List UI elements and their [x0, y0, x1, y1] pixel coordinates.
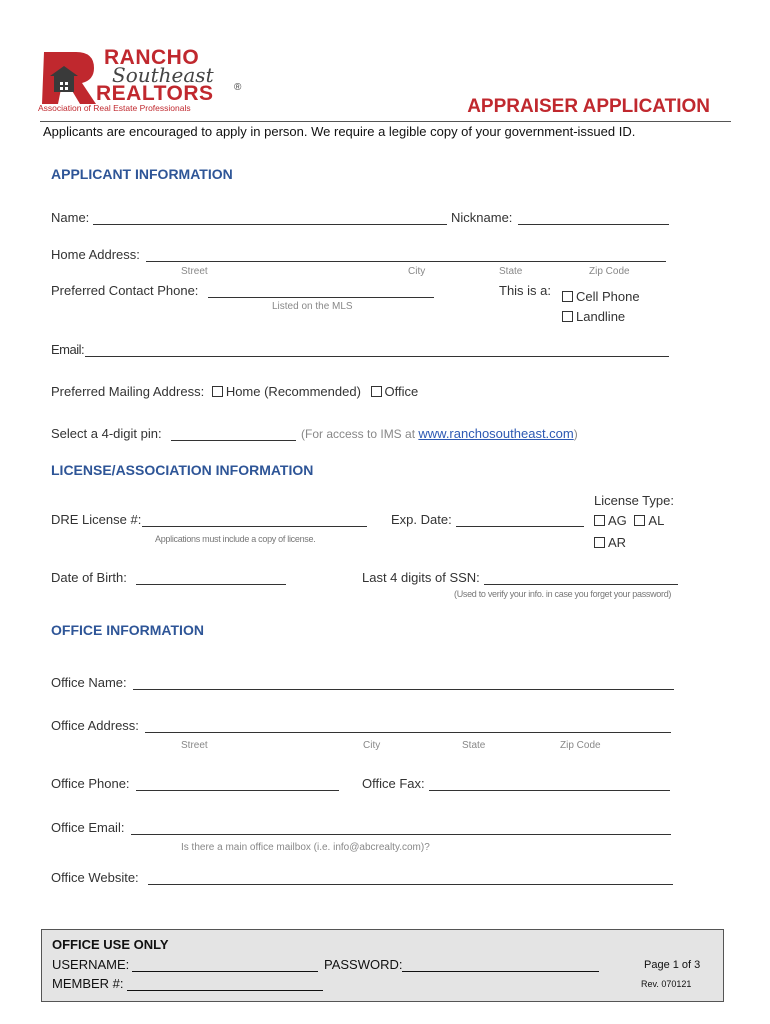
license-ar-row — [594, 535, 626, 550]
pin-hint-prefix: (For access to IMS at — [301, 427, 416, 441]
nickname-label: Nickname: — [451, 210, 513, 225]
license-type-label: License Type: — [594, 493, 674, 508]
home-address-label: Home Address: — [51, 247, 140, 262]
dre-license-field[interactable] — [142, 526, 367, 527]
logo-southeast: Southeast — [112, 63, 214, 87]
realtor-r-logo-icon — [38, 48, 100, 106]
logo-rancho: RANCHO — [104, 46, 200, 69]
office-city-hint: City — [363, 740, 381, 751]
page-number: Page 1 of 3 — [644, 959, 701, 971]
dre-license-hint: Applications must include a copy of license. — [155, 534, 316, 544]
office-use-heading: OFFICE USE ONLY — [52, 937, 169, 952]
logo-tagline: Association of Real Estate Professionals — [38, 103, 191, 113]
landline-text: Landline — [576, 309, 626, 324]
home-address-field[interactable] — [146, 261, 666, 262]
cell-phone-option[interactable] — [562, 289, 640, 304]
applicant-heading: APPLICANT INFORMATION — [51, 166, 233, 182]
password-field[interactable] — [402, 971, 599, 972]
mailing-office-text: Office — [384, 384, 419, 399]
ag-checkbox[interactable] — [594, 515, 605, 526]
ssn-field[interactable] — [484, 584, 678, 585]
office-address-label: Office Address: — [51, 718, 139, 733]
office-phone-label: Office Phone: — [51, 776, 130, 791]
pin-label: Select a 4-digit pin: — [51, 426, 162, 441]
phone-label: Preferred Contact Phone: — [51, 283, 199, 298]
office-street-hint: Street — [181, 740, 208, 751]
license-ag-al-row — [594, 513, 664, 528]
home-city-hint: City — [408, 266, 426, 277]
mailing-home-text: Home (Recommended) — [225, 384, 361, 399]
phone-field[interactable] — [208, 297, 434, 298]
username-label: USERNAME: — [52, 957, 130, 972]
home-zip-hint: Zip Code — [589, 266, 630, 277]
mailing-address-label: Preferred Mailing Address: — [51, 384, 205, 399]
office-website-field[interactable] — [148, 884, 673, 885]
member-field[interactable] — [127, 990, 323, 991]
dob-field[interactable] — [136, 584, 286, 585]
landline-checkbox[interactable] — [562, 311, 573, 322]
office-email-hint: Is there a main office mailbox (i.e. info@abcrealty.com)? — [181, 842, 430, 853]
title-rule — [40, 121, 731, 122]
email-label: Email: — [51, 342, 85, 357]
ag-text: AG — [608, 513, 627, 528]
this-is-a-label: This is a: — [499, 283, 552, 298]
website-link[interactable]: www.ranchosoutheast.com — [418, 426, 574, 441]
office-fax-label: Office Fax: — [362, 776, 425, 791]
logo-registered-mark: ® — [234, 82, 242, 93]
cell-phone-text: Cell Phone — [576, 289, 640, 304]
office-fax-field[interactable] — [429, 790, 670, 791]
listed-mls-hint: Listed on the MLS — [272, 301, 353, 312]
password-label: PASSWORD: — [324, 957, 403, 972]
name-label: Name: — [51, 210, 90, 225]
revision: Rev. 070121 — [641, 979, 692, 989]
mailing-office-checkbox[interactable] — [371, 386, 382, 397]
office-email-label: Office Email: — [51, 820, 125, 835]
dob-label: Date of Birth: — [51, 570, 127, 585]
al-text: AL — [648, 513, 665, 528]
username-field[interactable] — [132, 971, 318, 972]
ar-text: AR — [608, 535, 627, 550]
office-phone-field[interactable] — [136, 790, 339, 791]
email-field[interactable] — [85, 356, 669, 357]
office-use-box — [41, 929, 724, 1002]
ssn-hint: (Used to verify your info. in case you forget your password) — [454, 589, 672, 599]
mailing-address-row — [51, 384, 418, 399]
landline-option[interactable] — [562, 309, 625, 324]
office-heading: OFFICE INFORMATION — [51, 622, 204, 638]
office-email-field[interactable] — [131, 834, 671, 835]
mailing-home-checkbox[interactable] — [212, 386, 223, 397]
member-label: MEMBER #: — [52, 976, 124, 991]
exp-date-label: Exp. Date: — [391, 512, 452, 527]
pin-hint-suffix: ) — [573, 427, 578, 441]
exp-date-field[interactable] — [456, 526, 584, 527]
home-street-hint: Street — [181, 266, 208, 277]
pin-hint — [301, 426, 578, 441]
pin-field[interactable] — [171, 440, 296, 441]
home-state-hint: State — [499, 266, 523, 277]
office-state-hint: State — [462, 740, 486, 751]
dre-license-label: DRE License #: — [51, 512, 142, 527]
ar-checkbox[interactable] — [594, 537, 605, 548]
intro-text: Applicants are encouraged to apply in person. We require a legible copy of your government-issued ID. — [43, 124, 636, 139]
office-zip-hint: Zip Code — [560, 740, 601, 751]
cell-phone-checkbox[interactable] — [562, 291, 573, 302]
office-address-field[interactable] — [145, 732, 671, 733]
license-heading: LICENSE/ASSOCIATION INFORMATION — [51, 462, 314, 478]
office-name-label: Office Name: — [51, 675, 127, 690]
ssn-label: Last 4 digits of SSN: — [362, 570, 480, 585]
al-checkbox[interactable] — [634, 515, 645, 526]
office-name-field[interactable] — [133, 689, 674, 690]
name-field[interactable] — [93, 224, 447, 225]
office-website-label: Office Website: — [51, 870, 139, 885]
logo — [38, 46, 242, 113]
logo-realtors: REALTORS — [96, 82, 214, 105]
page-title: APPRAISER APPLICATION — [467, 96, 710, 117]
nickname-field[interactable] — [518, 224, 669, 225]
